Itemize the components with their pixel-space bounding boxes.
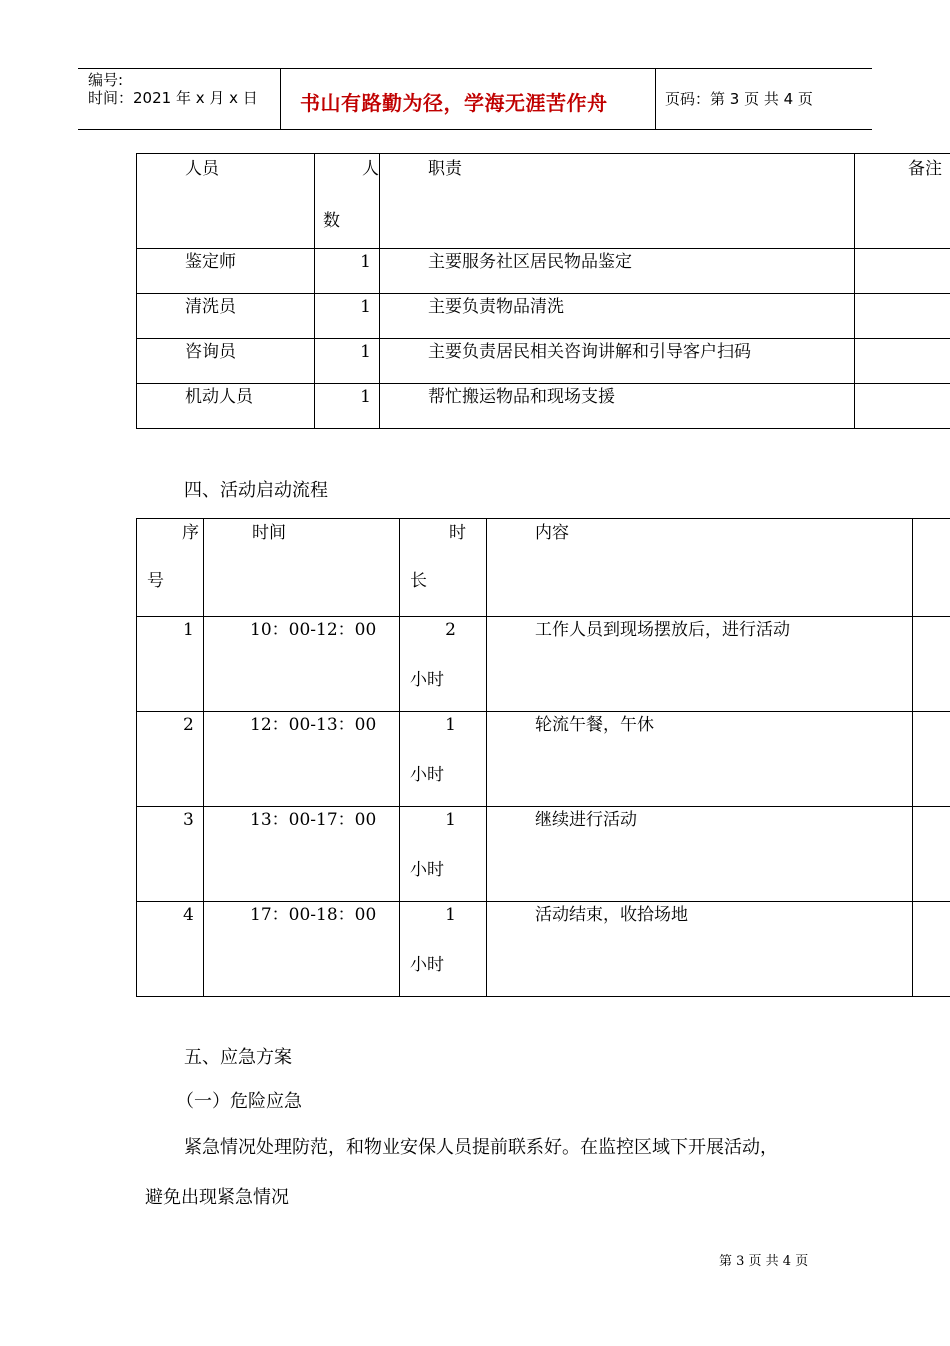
flow-header-duration: 时 长 — [400, 519, 487, 617]
header-bottom-rule — [78, 129, 872, 130]
flow-table-header-row — [137, 519, 950, 617]
staff-count: 1 — [360, 297, 371, 317]
header-number-label: 编号: — [88, 71, 124, 89]
flow-header-time: 时间 — [204, 519, 400, 617]
table-row — [137, 712, 950, 807]
flow-seq: 2 — [183, 715, 194, 735]
flow-time: 13：00-17：00 — [250, 810, 377, 830]
header-top-rule — [78, 68, 872, 69]
table-row — [137, 617, 950, 712]
flow-seq: 1 — [183, 620, 194, 640]
header-motto: 书山有路勤为径，学海无涯苦作舟 — [300, 91, 608, 115]
table-row — [137, 384, 950, 429]
staff-header-person: 人员 — [137, 154, 315, 249]
footer-page-number: 第 3 页 共 4 页 — [719, 1254, 809, 1269]
staff-count: 1 — [360, 387, 371, 407]
section-5-paragraph-line1: 紧急情况处理防范，和物业安保人员提前联系好。在监控区域下开展活动， — [184, 1137, 778, 1158]
staff-duty: 主要负责居民相关咨询讲解和引导客户扫码 — [428, 342, 751, 362]
section-5-title: 五、应急方案 — [184, 1047, 292, 1068]
staff-header-count: 人 数 — [315, 154, 380, 249]
flow-content: 继续进行活动 — [535, 810, 637, 830]
flow-time: 12：00-13：00 — [250, 715, 377, 735]
table-row — [137, 902, 950, 997]
section-4-title: 四、活动启动流程 — [184, 480, 328, 501]
staff-duty: 主要负责物品清洗 — [428, 297, 564, 317]
staff-person: 鉴定师 — [185, 252, 236, 272]
table-row — [137, 249, 950, 294]
flow-duration-num: 2 — [445, 620, 456, 640]
section-5-paragraph-line2: 避免出现紧急情况 — [145, 1187, 289, 1208]
staff-count: 1 — [360, 252, 371, 272]
table-row — [137, 339, 950, 384]
flow-duration-unit: 小时 — [410, 765, 444, 785]
staff-person: 清洗员 — [185, 297, 236, 317]
flow-content: 工作人员到现场摆放后，进行活动 — [535, 620, 790, 640]
staff-person: 机动人员 — [185, 387, 253, 407]
flow-header-content: 内容 — [487, 519, 913, 617]
flow-duration-unit: 小时 — [410, 670, 444, 690]
flow-table — [136, 518, 950, 997]
table-row — [137, 807, 950, 902]
flow-header-seq: 序 号 — [137, 519, 204, 617]
flow-duration-unit: 小时 — [410, 860, 444, 880]
staff-header-duty: 职责 — [380, 154, 855, 249]
flow-content: 活动结束，收拾场地 — [535, 905, 688, 925]
flow-seq: 3 — [183, 810, 194, 830]
header-divider-left — [280, 68, 281, 129]
flow-content: 轮流午餐，午休 — [535, 715, 654, 735]
staff-person: 咨询员 — [185, 342, 236, 362]
staff-count: 1 — [360, 342, 371, 362]
flow-header-extra — [913, 519, 950, 617]
table-row — [137, 294, 950, 339]
flow-seq: 4 — [183, 905, 194, 925]
flow-duration-num: 1 — [445, 810, 456, 830]
flow-time: 17：00-18：00 — [250, 905, 377, 925]
flow-duration-num: 1 — [445, 905, 456, 925]
flow-time: 10：00-12：00 — [250, 620, 377, 640]
staff-header-note: 备注 — [855, 154, 950, 249]
header-page-label: 页码：第 3 页 共 4 页 — [665, 90, 813, 108]
section-5-subtitle: （一）危险应急 — [176, 1091, 302, 1112]
header-divider-right — [655, 68, 656, 129]
flow-duration-num: 1 — [445, 715, 456, 735]
staff-duty: 主要服务社区居民物品鉴定 — [428, 252, 632, 272]
staff-duty: 帮忙搬运物品和现场支援 — [428, 387, 615, 407]
staff-table-header-row — [137, 154, 950, 249]
header-date: 时间：2021 年 x 月 x 日 — [88, 89, 258, 107]
staff-table — [136, 153, 950, 429]
flow-duration-unit: 小时 — [410, 955, 444, 975]
